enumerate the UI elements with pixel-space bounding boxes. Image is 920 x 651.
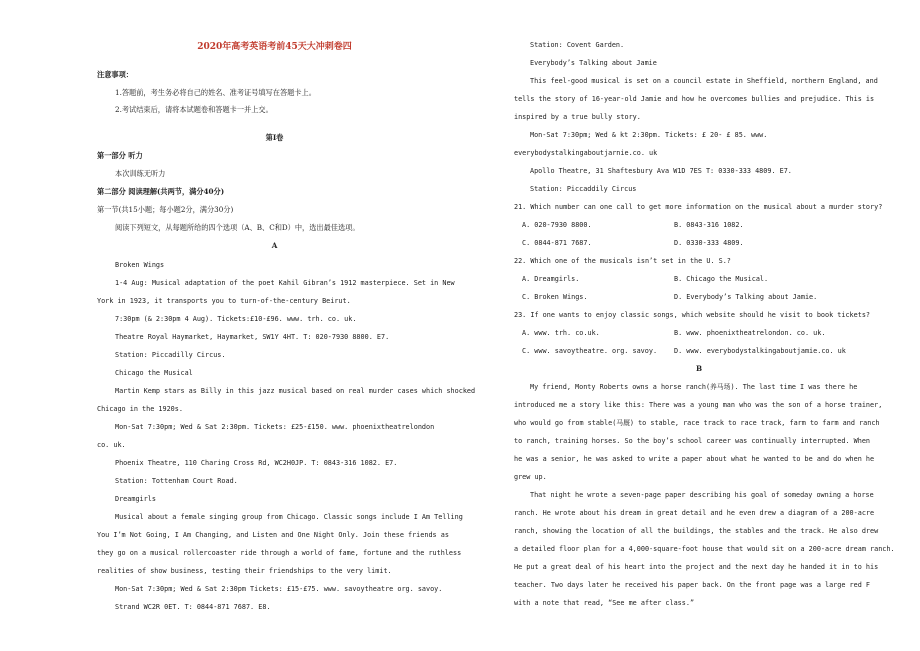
section1-heading: 第一节(共15小题；每小题2分，满分30分) (97, 205, 234, 214)
dreamgirls-line-4: realities of show business, testing their friendships to the very limit. (97, 567, 392, 575)
q21-option-d: D. 0330-333 4809. (674, 239, 744, 247)
jamie-line-3: inspired by a true bully story. (514, 113, 641, 121)
dreamgirls-line-3: they go on a musical rollercoaster ride through a world of fame, fortune and the ruthless (97, 549, 462, 557)
passage-b-line-6: grew up. (514, 473, 547, 481)
volume-heading: 第Ⅰ卷 (265, 133, 284, 142)
passage-b-line-7: That night he wrote a seven-page paper describing his goal of someday owning a horse (530, 491, 874, 499)
passage-b-line-2: introduced me a story like this: There was a young man who was the son of a horse trainer, (514, 401, 883, 409)
passage-b-line-10: a detailed floor plan for a 4,000-square-foot house that would sit on a 200-acre dream ranch. (514, 545, 895, 553)
broken-wings-title: Broken Wings (115, 261, 165, 269)
passage-a-label: A (271, 241, 278, 250)
passage-b-label: B (695, 364, 703, 373)
passage-b-line-13: with a note that read, “See me after class.” (514, 599, 695, 607)
passage-b-line-8: ranch. He wrote about his dream in great detail and he even drew a diagram of a 200-acre (514, 509, 875, 517)
chicago-line-4: co. uk. (97, 441, 126, 449)
passage-b-line-4: to ranch, training horses. So the boy’s school career was continually interrupted. When (514, 437, 871, 445)
exam-title: 2020年高考英语考前45天大冲刺卷四 (197, 42, 352, 52)
q21-option-a: A. 020-7930 8800. (522, 221, 592, 229)
part1-note: 本次训练无听力 (115, 169, 166, 178)
question-21: 21. Which number can one call to get more information on the musical about a murder story? (514, 203, 883, 211)
part1-heading: 第一部分 听力 (97, 151, 143, 160)
jamie-line-4: Mon-Sat 7:30pm; Wed & kt 2:30pm. Tickets: £ 20- £ 85. www. (530, 131, 768, 139)
jamie-line-7: Station: Piccaddily Circus (530, 185, 637, 193)
q22-option-a: A. Dreamgirls. (522, 275, 580, 283)
passage-b-line-1: My friend, Monty Roberts owns a horse ranch(养马场). The last time I was there he (530, 383, 858, 391)
dreamgirls-line-1: Musical about a female singing group from Chicago. Classic songs include I Am Telling (115, 513, 463, 521)
q22-option-b: B. Chicago the Musical. (674, 275, 769, 283)
dreamgirls-title: Dreamgirls (115, 495, 156, 503)
q22-option-d: D. Everybody’s Talking about Jamie. (674, 293, 818, 301)
notice-item-2: 2.考试结束后，请将本试题卷和答题卡一并上交。 (115, 105, 273, 114)
q23-option-c: C. www. savoytheatre. org. savoy. (522, 347, 658, 355)
q21-option-c: C. 0844-871 7687. (522, 239, 592, 247)
q22-option-c: C. Broken Wings. (522, 293, 588, 301)
broken-wings-line-5: Station: Piccadilly Circus. (115, 351, 226, 359)
passage-b-line-3: who would go from stable(马厩) to stable, race track to race track, farm to farm and ranch (514, 419, 880, 427)
broken-wings-line-4: Theatre Royal Haymarket, Haymarket, SW1Y 4HT. T: 020-7930 8800. E7. (115, 333, 390, 341)
broken-wings-line-3: 7:30pm (& 2:30pm 4 Aug). Tickets:£10-£96. www. trh. co. uk. (115, 315, 357, 323)
chicago-line-1: Martin Kemp stars as Billy in this jazz musical based on real murder cases which shocked (115, 387, 476, 395)
chicago-line-6: Station: Tottenham Court Road. (115, 477, 238, 485)
jamie-line-5: everybodystalkingaboutjarnie.co. uk (514, 149, 658, 157)
jamie-title: Everybody’s Talking about Jamie (530, 59, 657, 67)
q21-option-b: B. 0843-316 1082. (674, 221, 744, 229)
passage-b-line-9: ranch, showing the location of all the buildings, the stables and the track. He also drew (514, 527, 879, 535)
chicago-title: Chicago the Musical (115, 369, 193, 377)
question-22: 22. Which one of the musicals isn’t set in the U. S.? (514, 257, 731, 265)
chicago-line-2: Chicago in the 1920s. (97, 405, 183, 413)
chicago-line-3: Mon-Sat 7:30pm; Wed & Sat 2:30pm. Tickets: £25-£150. www. phoenixtheatrelondon (115, 423, 435, 431)
dreamgirls-line-6: Strand WC2R 0ET. T: 0844-871 7687. E8. (115, 603, 271, 611)
broken-wings-line-1: 1-4 Aug: Musical adaptation of the poet Kahil Gibran’s 1912 masterpiece. Set in New (115, 279, 455, 287)
q23-option-b: B. www. phoenixtheatrelondon. co. uk. (674, 329, 826, 337)
passage-b-line-12: teacher. Two days later he received his paper back. On the front page was a large red F (514, 581, 871, 589)
notice-heading: 注意事项： (97, 70, 133, 79)
part2-heading: 第二部分 阅读理解(共两节，满分40分) (97, 187, 225, 196)
dreamgirls-line-2: You I’m Not Going, I Am Changing, and Listen and One Night Only. Join these friends as (97, 531, 449, 539)
dreamgirls-line-5: Mon-Sat 7:30pm; Wed & Sat 2:30pm Tickets: £15-£75. www. savoytheatre org. savoy. (115, 585, 443, 593)
jamie-station-covent: Station: Covent Garden. (530, 41, 625, 49)
jamie-line-2: tells the story of 16-year-old Jamie and how he overcomes bullies and prejudice. This is (514, 95, 875, 103)
passage-b-line-5: he was a senior, he was asked to write a paper about what he wanted to be and do when he (514, 455, 875, 463)
q23-option-a: A. www. trh. co.uk. (522, 329, 600, 337)
instruction: 阅读下列短文，从每题所给的四个选项（A、B、C和D）中，选出最佳选项。 (115, 223, 360, 232)
question-23: 23. If one wants to enjoy classic songs, which website should he visit to book tickets? (514, 311, 871, 319)
jamie-line-1: This feel-good musical is set on a council estate in Sheffield, northern England, and (530, 77, 878, 85)
broken-wings-line-2: York in 1923, it transports you to turn-of-the-century Beirut. (97, 297, 351, 305)
chicago-line-5: Phoenix Theatre, 110 Charing Cross Rd, WC2H0JP. T: 0843-316 1082. E7. (115, 459, 398, 467)
passage-b-line-11: He put a great deal of his heart into the project and the next day he handed it in to his (514, 563, 879, 571)
q23-option-d: D. www. everybodystalkingaboutjamie.co. uk (674, 347, 846, 355)
jamie-line-6: Apollo Theatre, 31 Shaftesbury Ava W1D 7ES T: 0330-333 4809. E7. (530, 167, 792, 175)
notice-item-1: 1.答题前，考生务必将自己的姓名、准考证号填写在答题卡上。 (115, 88, 316, 97)
